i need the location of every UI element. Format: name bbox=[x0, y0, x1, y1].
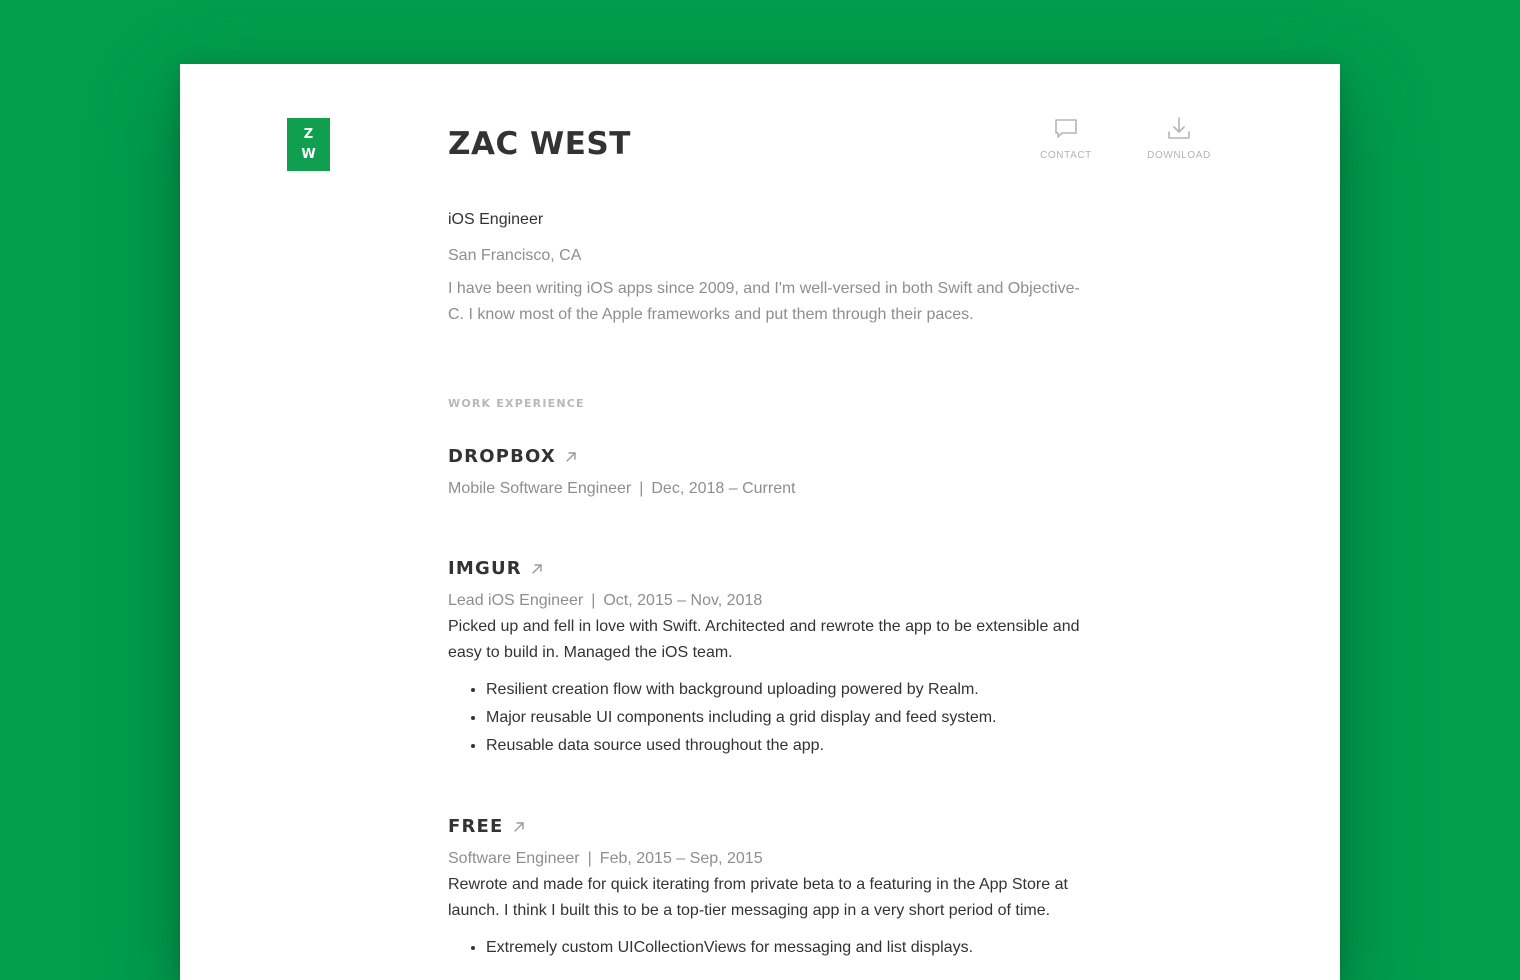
meta-separator: | bbox=[591, 592, 596, 609]
job-meta bbox=[448, 588, 1088, 614]
monogram-letter-w: W bbox=[301, 146, 316, 162]
company-link-free[interactable]: FREE bbox=[448, 816, 504, 837]
list-item: • Reusable data source used throughout the app. bbox=[486, 732, 1088, 760]
section-title-work-experience: WORK EXPERIENCE bbox=[448, 397, 585, 410]
job-description: Picked up and fell in love with Swift. Architected and rewrote the app to be extensible and easy to build in. Managed the iOS team. bbox=[448, 618, 1080, 661]
meta-separator: | bbox=[639, 480, 644, 497]
resume-sheet bbox=[180, 64, 1340, 980]
job-meta bbox=[448, 476, 1088, 502]
external-link-icon[interactable] bbox=[512, 820, 526, 834]
job-highlights bbox=[448, 676, 1088, 760]
summary: I have been writing iOS apps since 2009, and I'm well-versed in both Swift and Objective-C. I know most of the Apple frameworks and put them through their paces. bbox=[448, 280, 1080, 323]
job-title: Lead iOS Engineer bbox=[448, 592, 584, 609]
download-icon bbox=[1166, 116, 1192, 142]
list-item: • Major reusable UI components including a grid display and feed system. bbox=[486, 704, 1088, 732]
job-title: Mobile Software Engineer bbox=[448, 480, 632, 497]
company-link-dropbox[interactable]: DROPBOX bbox=[448, 446, 556, 467]
monogram-logo[interactable] bbox=[287, 118, 330, 171]
company-heading bbox=[448, 442, 1088, 472]
list-item: • Extremely custom UICollectionViews for messaging and list displays. bbox=[486, 934, 1088, 962]
company-heading bbox=[448, 554, 1088, 584]
job-highlights bbox=[448, 934, 1088, 962]
external-link-icon[interactable] bbox=[530, 562, 544, 576]
job-entry-dropbox bbox=[448, 442, 1088, 502]
list-item: • Resilient creation flow with background uploading powered by Realm. bbox=[486, 676, 1088, 704]
job-dates: Feb, 2015 – Sep, 2015 bbox=[599, 850, 763, 867]
contact-button[interactable] bbox=[1032, 116, 1100, 161]
job-entry-imgur bbox=[448, 554, 1088, 760]
job-dates: Dec, 2018 – Current bbox=[651, 480, 796, 497]
contact-label: CONTACT bbox=[1040, 150, 1092, 161]
chat-bubble-icon bbox=[1053, 116, 1079, 142]
job-description: Rewrote and made for quick iterating from private beta to a featuring in the App Store at launch. I think I built this to be a top-tier messaging app in a very short period of time. bbox=[448, 876, 1068, 919]
meta-separator: | bbox=[587, 850, 592, 867]
download-label: DOWNLOAD bbox=[1147, 150, 1211, 161]
job-entry-free bbox=[448, 812, 1088, 962]
job-dates: Oct, 2015 – Nov, 2018 bbox=[603, 592, 763, 609]
location: San Francisco, CA bbox=[448, 247, 582, 264]
download-button[interactable] bbox=[1140, 116, 1218, 161]
monogram-letter-z: Z bbox=[303, 126, 314, 142]
external-link-icon[interactable] bbox=[564, 450, 578, 464]
company-heading bbox=[448, 812, 1088, 842]
company-link-imgur[interactable]: IMGUR bbox=[448, 558, 522, 579]
resume-content bbox=[448, 204, 1088, 962]
job-meta bbox=[448, 846, 1088, 872]
job-role: iOS Engineer bbox=[448, 211, 544, 228]
job-title: Software Engineer bbox=[448, 850, 580, 867]
person-name: ZAC WEST bbox=[448, 126, 631, 162]
